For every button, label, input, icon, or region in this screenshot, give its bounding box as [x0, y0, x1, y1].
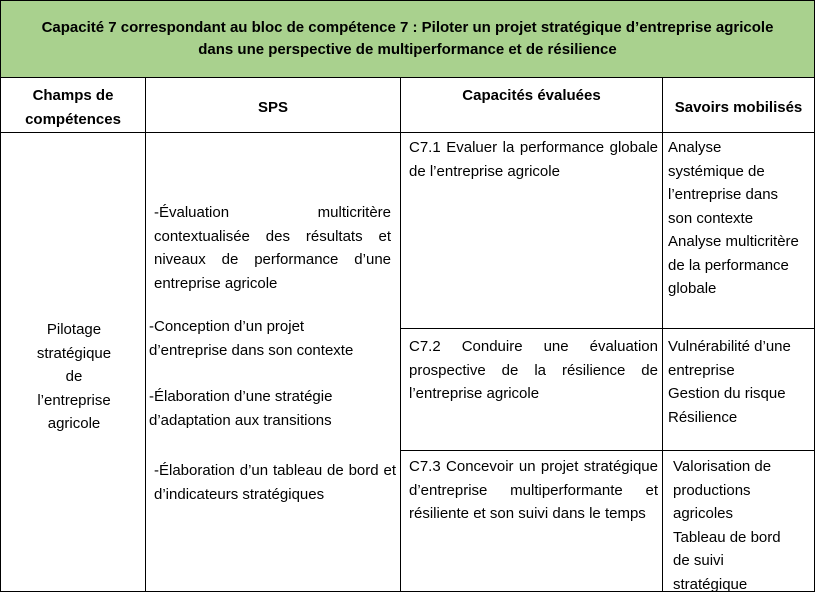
savoir-item: Résilience — [668, 406, 812, 430]
savoirs-c7-1 — [662, 132, 815, 329]
header-capacites: Capacités évaluées — [400, 77, 663, 133]
header-champs: Champs de compétences — [0, 77, 146, 133]
champ-cell — [0, 132, 146, 592]
savoir-item: Vulnérabilité d’une entreprise — [668, 335, 812, 382]
title-line-1: Capacité 7 correspondant au bloc de compétence 7 : Piloter un projet stratégique d’entreprise agricole — [8, 17, 808, 39]
sps-item-2: -Conception d’un projet d’entreprise dans son contexte — [149, 315, 361, 362]
capacite-c7-3: C7.3 Concevoir un projet stratégique d’entreprise multiperformante et résiliente et son suivi dans le temps — [400, 450, 663, 592]
savoirs-c7-3 — [662, 450, 815, 592]
savoir-item: Analyse multicritère de la performance globale — [668, 230, 808, 301]
champ-text: Pilotage stratégique de l’entreprise agricole — [29, 318, 119, 436]
sps-item-3: -Élaboration d’une stratégie d’adaptation aux transitions — [149, 385, 364, 432]
savoir-item: Tableau de bord de suivi stratégique — [673, 526, 801, 596]
savoirs-c7-2 — [662, 328, 815, 451]
capacite-c7-2: C7.2 Conduire une évaluation prospective de la résilience de l’entreprise agricole — [400, 328, 663, 451]
savoir-item: Gestion du risque — [668, 382, 812, 406]
capacite-c7-1: C7.1 Evaluer la performance globale de l’entreprise agricole — [400, 132, 663, 329]
savoir-item: Valorisation de productions agricoles — [673, 455, 793, 526]
sps-cell — [145, 132, 401, 592]
header-savoirs: Savoirs mobilisés — [662, 77, 815, 133]
title-line-2: dans une perspective de multiperformance et de résilience — [8, 39, 808, 61]
sps-item-1: -Évaluation multicritère contextualisée des résultats et niveaux de performance d’une entreprise agricole — [154, 201, 391, 295]
savoir-item: Analyse systémique de l’entreprise dans son contexte — [668, 136, 783, 230]
table-title — [0, 0, 815, 78]
header-sps: SPS — [145, 77, 401, 133]
sps-item-4: -Élaboration d’un tableau de bord et d’indicateurs stratégiques — [154, 459, 396, 506]
